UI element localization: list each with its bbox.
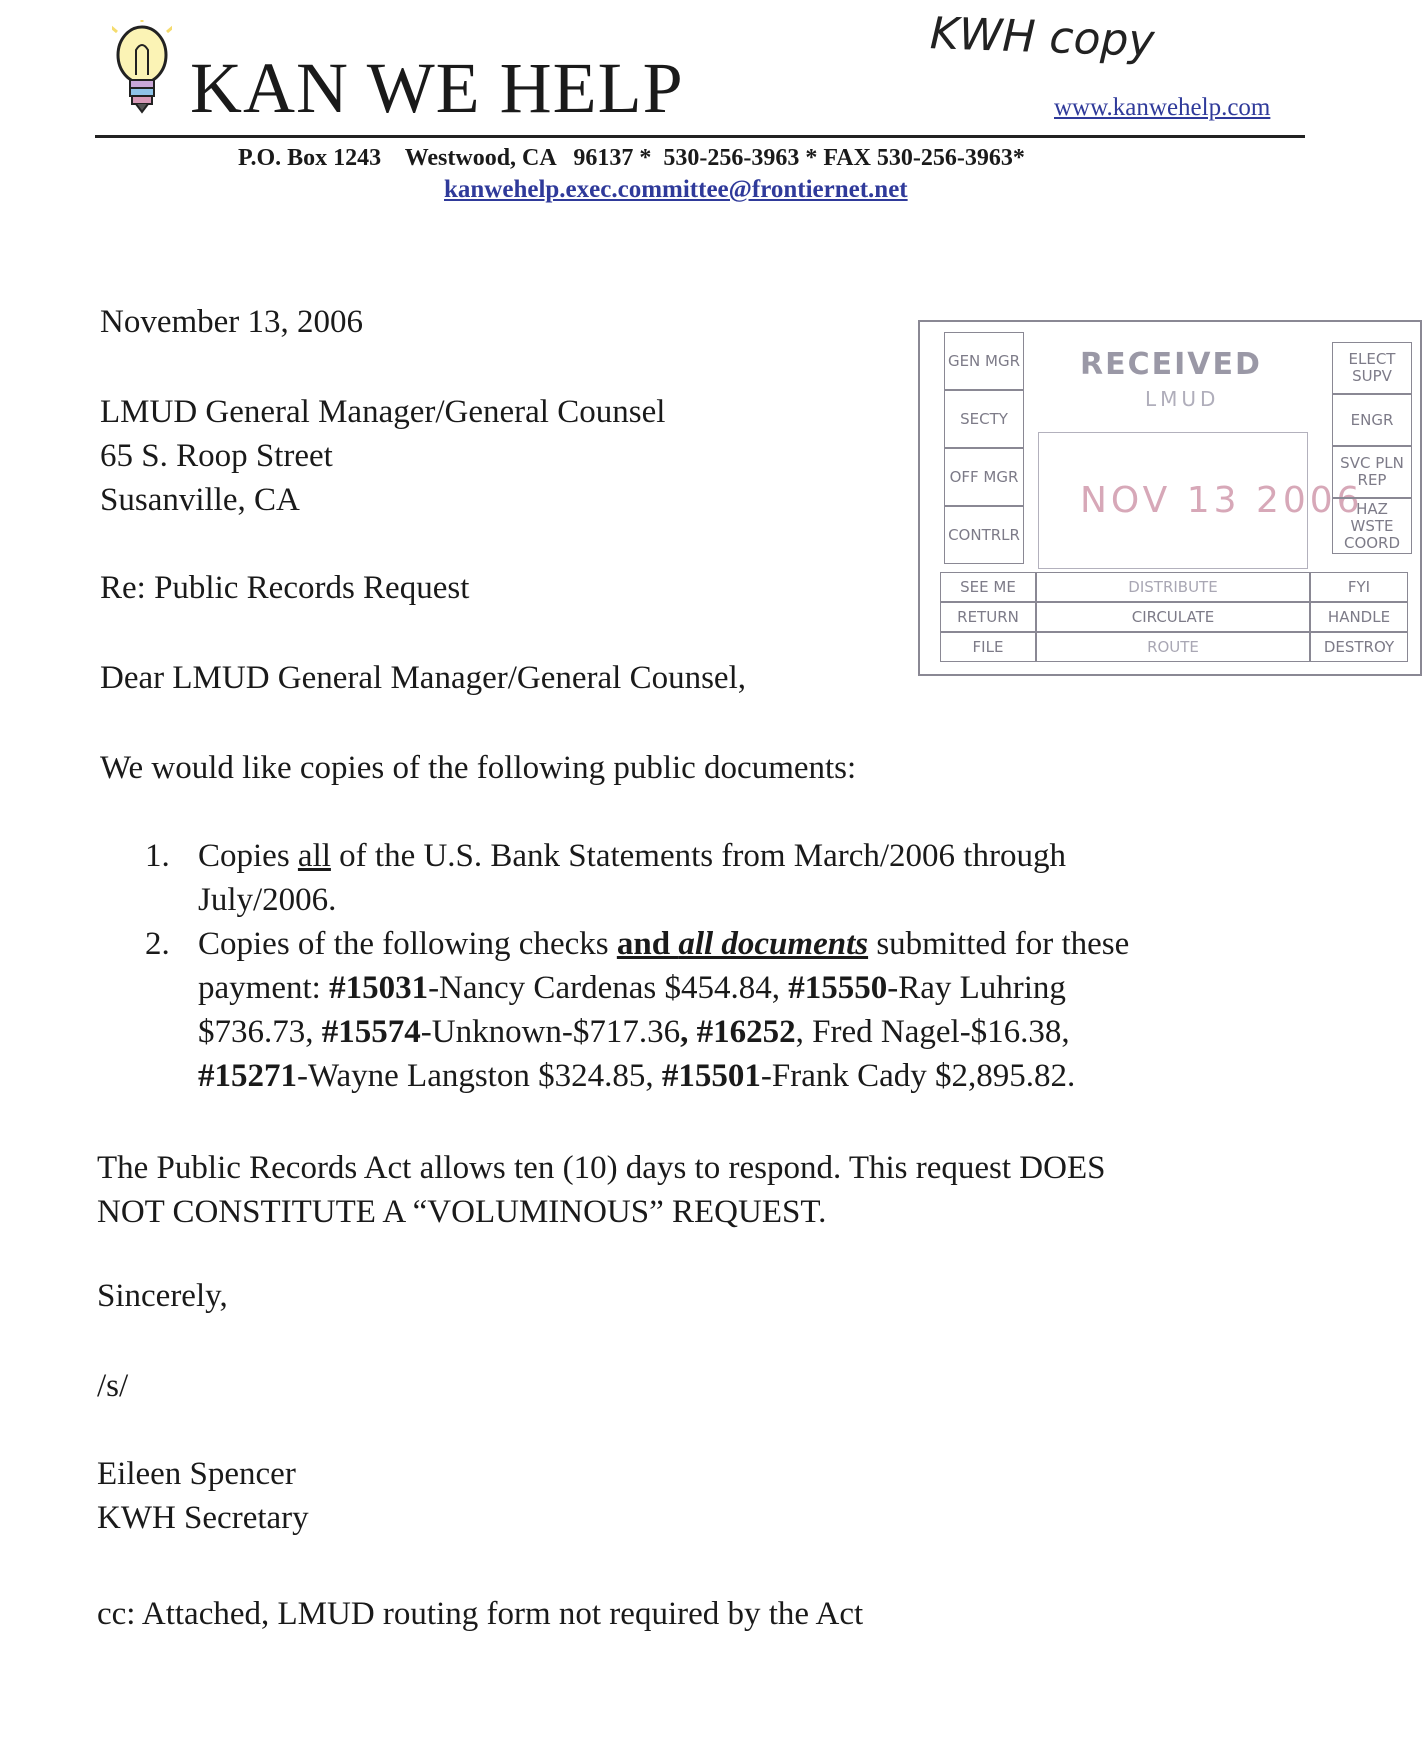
recipient-line: 65 S. Roop Street — [100, 438, 333, 474]
received-stamp — [918, 320, 1422, 676]
item-text: -Nancy Cardenas $454.84, — [428, 970, 789, 1006]
signer-title: KWH Secretary — [97, 1500, 309, 1536]
item-text: -Ray Luhring — [887, 970, 1066, 1006]
stamp-cell: SEE ME — [940, 572, 1036, 602]
request-list — [145, 834, 1129, 1098]
stamp-cell: GEN MGR — [944, 332, 1024, 390]
item-emphasis: all — [297, 838, 331, 874]
check-number: , #16252 — [680, 1014, 796, 1050]
website-link[interactable]: www.kanwehelp.com — [1054, 94, 1271, 121]
check-number: #15501 — [661, 1058, 761, 1094]
act-line: The Public Records Act allows ten (10) days to respond. This request DOES — [97, 1150, 1106, 1186]
stamp-date: NOV 13 2006 — [1080, 480, 1364, 521]
lightbulb-icon — [112, 20, 172, 120]
stamp-cell: ENGR — [1332, 394, 1412, 446]
item-text: , Fred Nagel-$16.38, — [795, 1014, 1070, 1050]
act-paragraph — [97, 1146, 1105, 1234]
recipient-address — [100, 390, 665, 522]
stamp-cell: OFF MGR — [944, 448, 1024, 506]
check-number: #15271 — [198, 1058, 297, 1094]
item-text: -Unknown-$717.36 — [420, 1014, 681, 1050]
salutation: Dear LMUD General Manager/General Counsel, — [100, 660, 746, 696]
stamp-received: RECEIVED — [1080, 347, 1262, 382]
stamp-cell: ELECT SUPV — [1332, 342, 1412, 394]
subject-line: Re: Public Records Request — [100, 570, 470, 606]
item-text: Copies — [198, 838, 298, 874]
stamp-cell: FYI — [1310, 572, 1408, 602]
item-text: Copies of the following checks — [198, 926, 617, 962]
list-item — [145, 834, 1129, 922]
item-text: July/2006. — [198, 882, 337, 918]
item-text: -Frank Cady $2,895.82. — [760, 1058, 1076, 1094]
org-address: P.O. Box 1243 Westwood, CA 96137 * 530-256-3963 * FAX 530-256-3963* — [238, 145, 1025, 171]
stamp-cell: CONTRLR — [944, 506, 1024, 564]
handwritten-note: KWH copy — [929, 8, 1156, 67]
org-name: KAN WE HELP — [190, 48, 684, 128]
closing: Sincerely, — [97, 1278, 228, 1314]
email-link[interactable]: kanwehelp.exec.committee@frontiernet.net — [444, 176, 908, 203]
stamp-cell: RETURN — [940, 602, 1036, 632]
check-number: #15031 — [329, 970, 429, 1006]
cc-line: cc: Attached, LMUD routing form not required by the Act — [97, 1596, 864, 1632]
stamp-cell: SVC PLN REP — [1332, 446, 1412, 498]
item-emphasis: and — [616, 926, 679, 962]
stamp-cell: CIRCULATE — [1036, 602, 1310, 632]
stamp-cell: HAZ WSTE COORD — [1332, 498, 1412, 554]
item-emphasis: all documents — [678, 926, 869, 962]
intro-paragraph: We would like copies of the following public documents: — [100, 750, 857, 786]
stamp-cell: HANDLE — [1310, 602, 1408, 632]
list-number: 2. — [145, 926, 170, 962]
signer-name: Eileen Spencer — [97, 1456, 296, 1492]
item-text: payment: — [198, 970, 330, 1006]
check-number: #15550 — [788, 970, 888, 1006]
letter-date: November 13, 2006 — [100, 304, 364, 340]
stamp-cell: DISTRIBUTE — [1036, 572, 1310, 602]
recipient-line: LMUD General Manager/General Counsel — [100, 394, 666, 430]
stamp-cell: FILE — [940, 632, 1036, 662]
list-item — [145, 922, 1129, 1098]
check-number: #15574 — [321, 1014, 421, 1050]
recipient-line: Susanville, CA — [100, 482, 300, 518]
list-number: 1. — [145, 838, 170, 874]
item-text: submitted for these — [868, 926, 1130, 962]
stamp-cell: DESTROY — [1310, 632, 1408, 662]
act-line: NOT CONSTITUTE A “VOLUMINOUS” REQUEST. — [97, 1194, 827, 1230]
letterhead-divider — [95, 135, 1305, 138]
item-text: of the U.S. Bank Statements from March/2006 through — [330, 838, 1066, 874]
item-text: $736.73, — [198, 1014, 322, 1050]
stamp-cell: ROUTE — [1036, 632, 1310, 662]
signature: /s/ — [97, 1368, 129, 1404]
signer-block — [97, 1452, 309, 1540]
stamp-cell: SECTY — [944, 390, 1024, 448]
item-text: -Wayne Langston $324.85, — [297, 1058, 662, 1094]
stamp-org: LMUD — [1145, 387, 1220, 411]
